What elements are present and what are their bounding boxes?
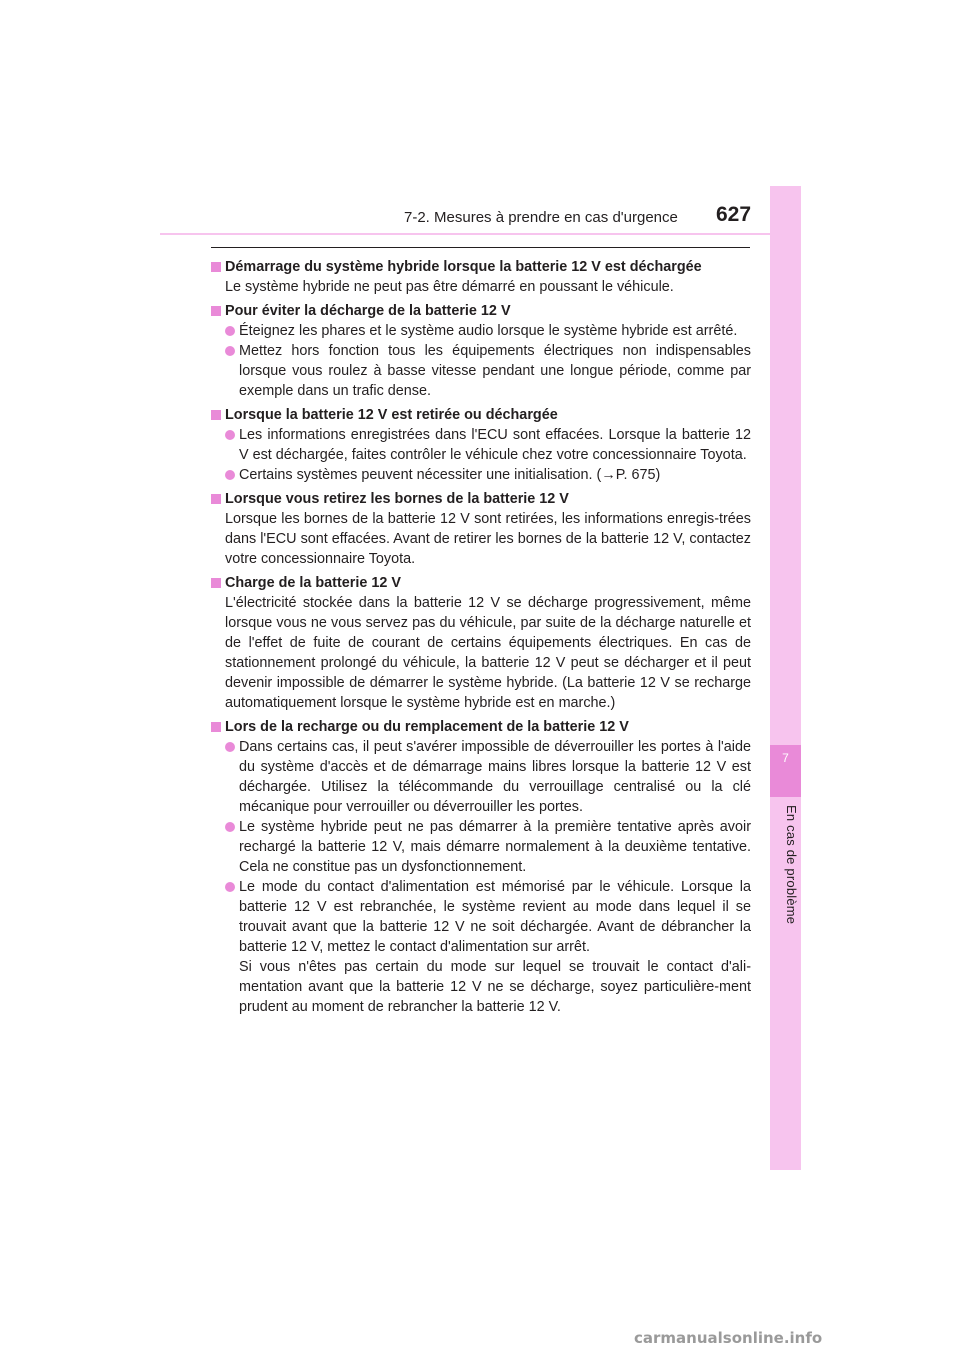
bullet-item: Le mode du contact d'alimentation est mémorisé par le véhicule. Lorsque la batterie 12 V est rebranchée, le système revient au mode dans lequel il se trouvait avant que la batterie 12 V ne soit déchargée. Avant de débrancher la batterie 12 V, mettez le contact d'alimentation sur arrêt. xyxy=(211,877,751,957)
section-start-discharged xyxy=(211,257,751,297)
page-content xyxy=(211,257,751,1021)
section-heading: Lorsque la batterie 12 V est retirée ou déchargée xyxy=(211,405,751,425)
section-heading: Démarrage du système hybride lorsque la batterie 12 V est déchargée xyxy=(211,257,751,277)
content-top-rule xyxy=(211,247,750,248)
section-recharge-replace xyxy=(211,717,751,1017)
circle-bullet-icon xyxy=(225,326,235,336)
chapter-number: 7 xyxy=(782,751,789,765)
circle-bullet-icon xyxy=(225,470,235,480)
square-bullet-icon xyxy=(211,494,221,504)
section-battery-charge xyxy=(211,573,751,713)
section-heading: Charge de la batterie 12 V xyxy=(211,573,751,593)
section-heading: Pour éviter la décharge de la batterie 12 V xyxy=(211,301,751,321)
square-bullet-icon xyxy=(211,306,221,316)
paragraph: L'électricité stockée dans la batterie 12 V se décharge progressivement, même lorsque vous ne vous servez pas du véhicule, par suite de la décharge naturelle et de l'effet de fuite de courant de certains équipements électriques. En cas de stationnement prolongé du véhicule, la batterie 12 V peut se décharger et il peut devenir impossible de démarrer le système hybride. (La batterie 12 V se recharge automatiquement lorsque le système hybride est en marche.) xyxy=(225,595,751,711)
bullet-item: Mettez hors fonction tous les équipements électriques non indispensables lorsque vous roulez à basse vitesse pendant une longue période, comme par exemple dans un trafic dense. xyxy=(211,341,751,401)
square-bullet-icon xyxy=(211,262,221,272)
section-heading: Lors de la recharge ou du remplacement de la batterie 12 V xyxy=(211,717,751,737)
circle-bullet-icon xyxy=(225,346,235,356)
circle-bullet-icon xyxy=(225,742,235,752)
bullet-item: Les informations enregistrées dans l'ECU sont effacées. Lorsque la batterie 12 V est déchargée, faites contrôler le véhicule chez votre concessionnaire Toyota. xyxy=(211,425,751,465)
bullet-item: Dans certains cas, il peut s'avérer impossible de déverrouiller les portes à l'aide du système d'accès et de démarrage mains libres lorsque la batterie 12 V est déchargée. Utilisez la télécommande du verrouillage centralisé ou la clé mécanique pour verrouiller ou déverrouiller les portes. xyxy=(211,737,751,817)
section-removed-or-discharged xyxy=(211,405,751,485)
bullet-continuation: Si vous n'êtes pas certain du mode sur lequel se trouvait le contact d'ali-mentation avant que la batterie 12 V ne se décharge, soyez particulière-ment prudent au moment de rebrancher la batterie 12 V. xyxy=(239,959,751,1015)
bullet-item: Le système hybride peut ne pas démarrer à la première tentative après avoir rechargé la batterie 12 V, mais démarre normalement à la deuxième tentative. Cela ne constitue pas un dysfonctionnement. xyxy=(211,817,751,877)
circle-bullet-icon xyxy=(225,882,235,892)
paragraph: Lorsque les bornes de la batterie 12 V sont retirées, les informations enregis-trées dans l'ECU sont effacées. Avant de retirer les bornes de la batterie 12 V, contactez votre concessionnaire Toyota. xyxy=(225,511,751,567)
section-heading: Lorsque vous retirez les bornes de la batterie 12 V xyxy=(211,489,751,509)
chapter-label: En cas de problème xyxy=(784,805,799,925)
section-prevent-discharge xyxy=(211,301,751,401)
section-title: 7-2. Mesures à prendre en cas d'urgence xyxy=(404,209,678,226)
header-divider xyxy=(160,233,801,235)
watermark: carmanualsonline.info xyxy=(634,1329,823,1347)
square-bullet-icon xyxy=(211,722,221,732)
square-bullet-icon xyxy=(211,578,221,588)
square-bullet-icon xyxy=(211,410,221,420)
bullet-item: Certains systèmes peuvent nécessiter une initialisation. (→P. 675) xyxy=(211,465,751,485)
bullet-item: Éteignez les phares et le système audio lorsque le système hybride est arrêté. xyxy=(211,321,751,341)
chapter-side-tab xyxy=(770,186,801,1170)
circle-bullet-icon xyxy=(225,822,235,832)
page-number: 627 xyxy=(716,203,752,226)
section-remove-terminals xyxy=(211,489,751,569)
paragraph: Le système hybride ne peut pas être démarré en poussant le véhicule. xyxy=(225,279,674,295)
circle-bullet-icon xyxy=(225,430,235,440)
